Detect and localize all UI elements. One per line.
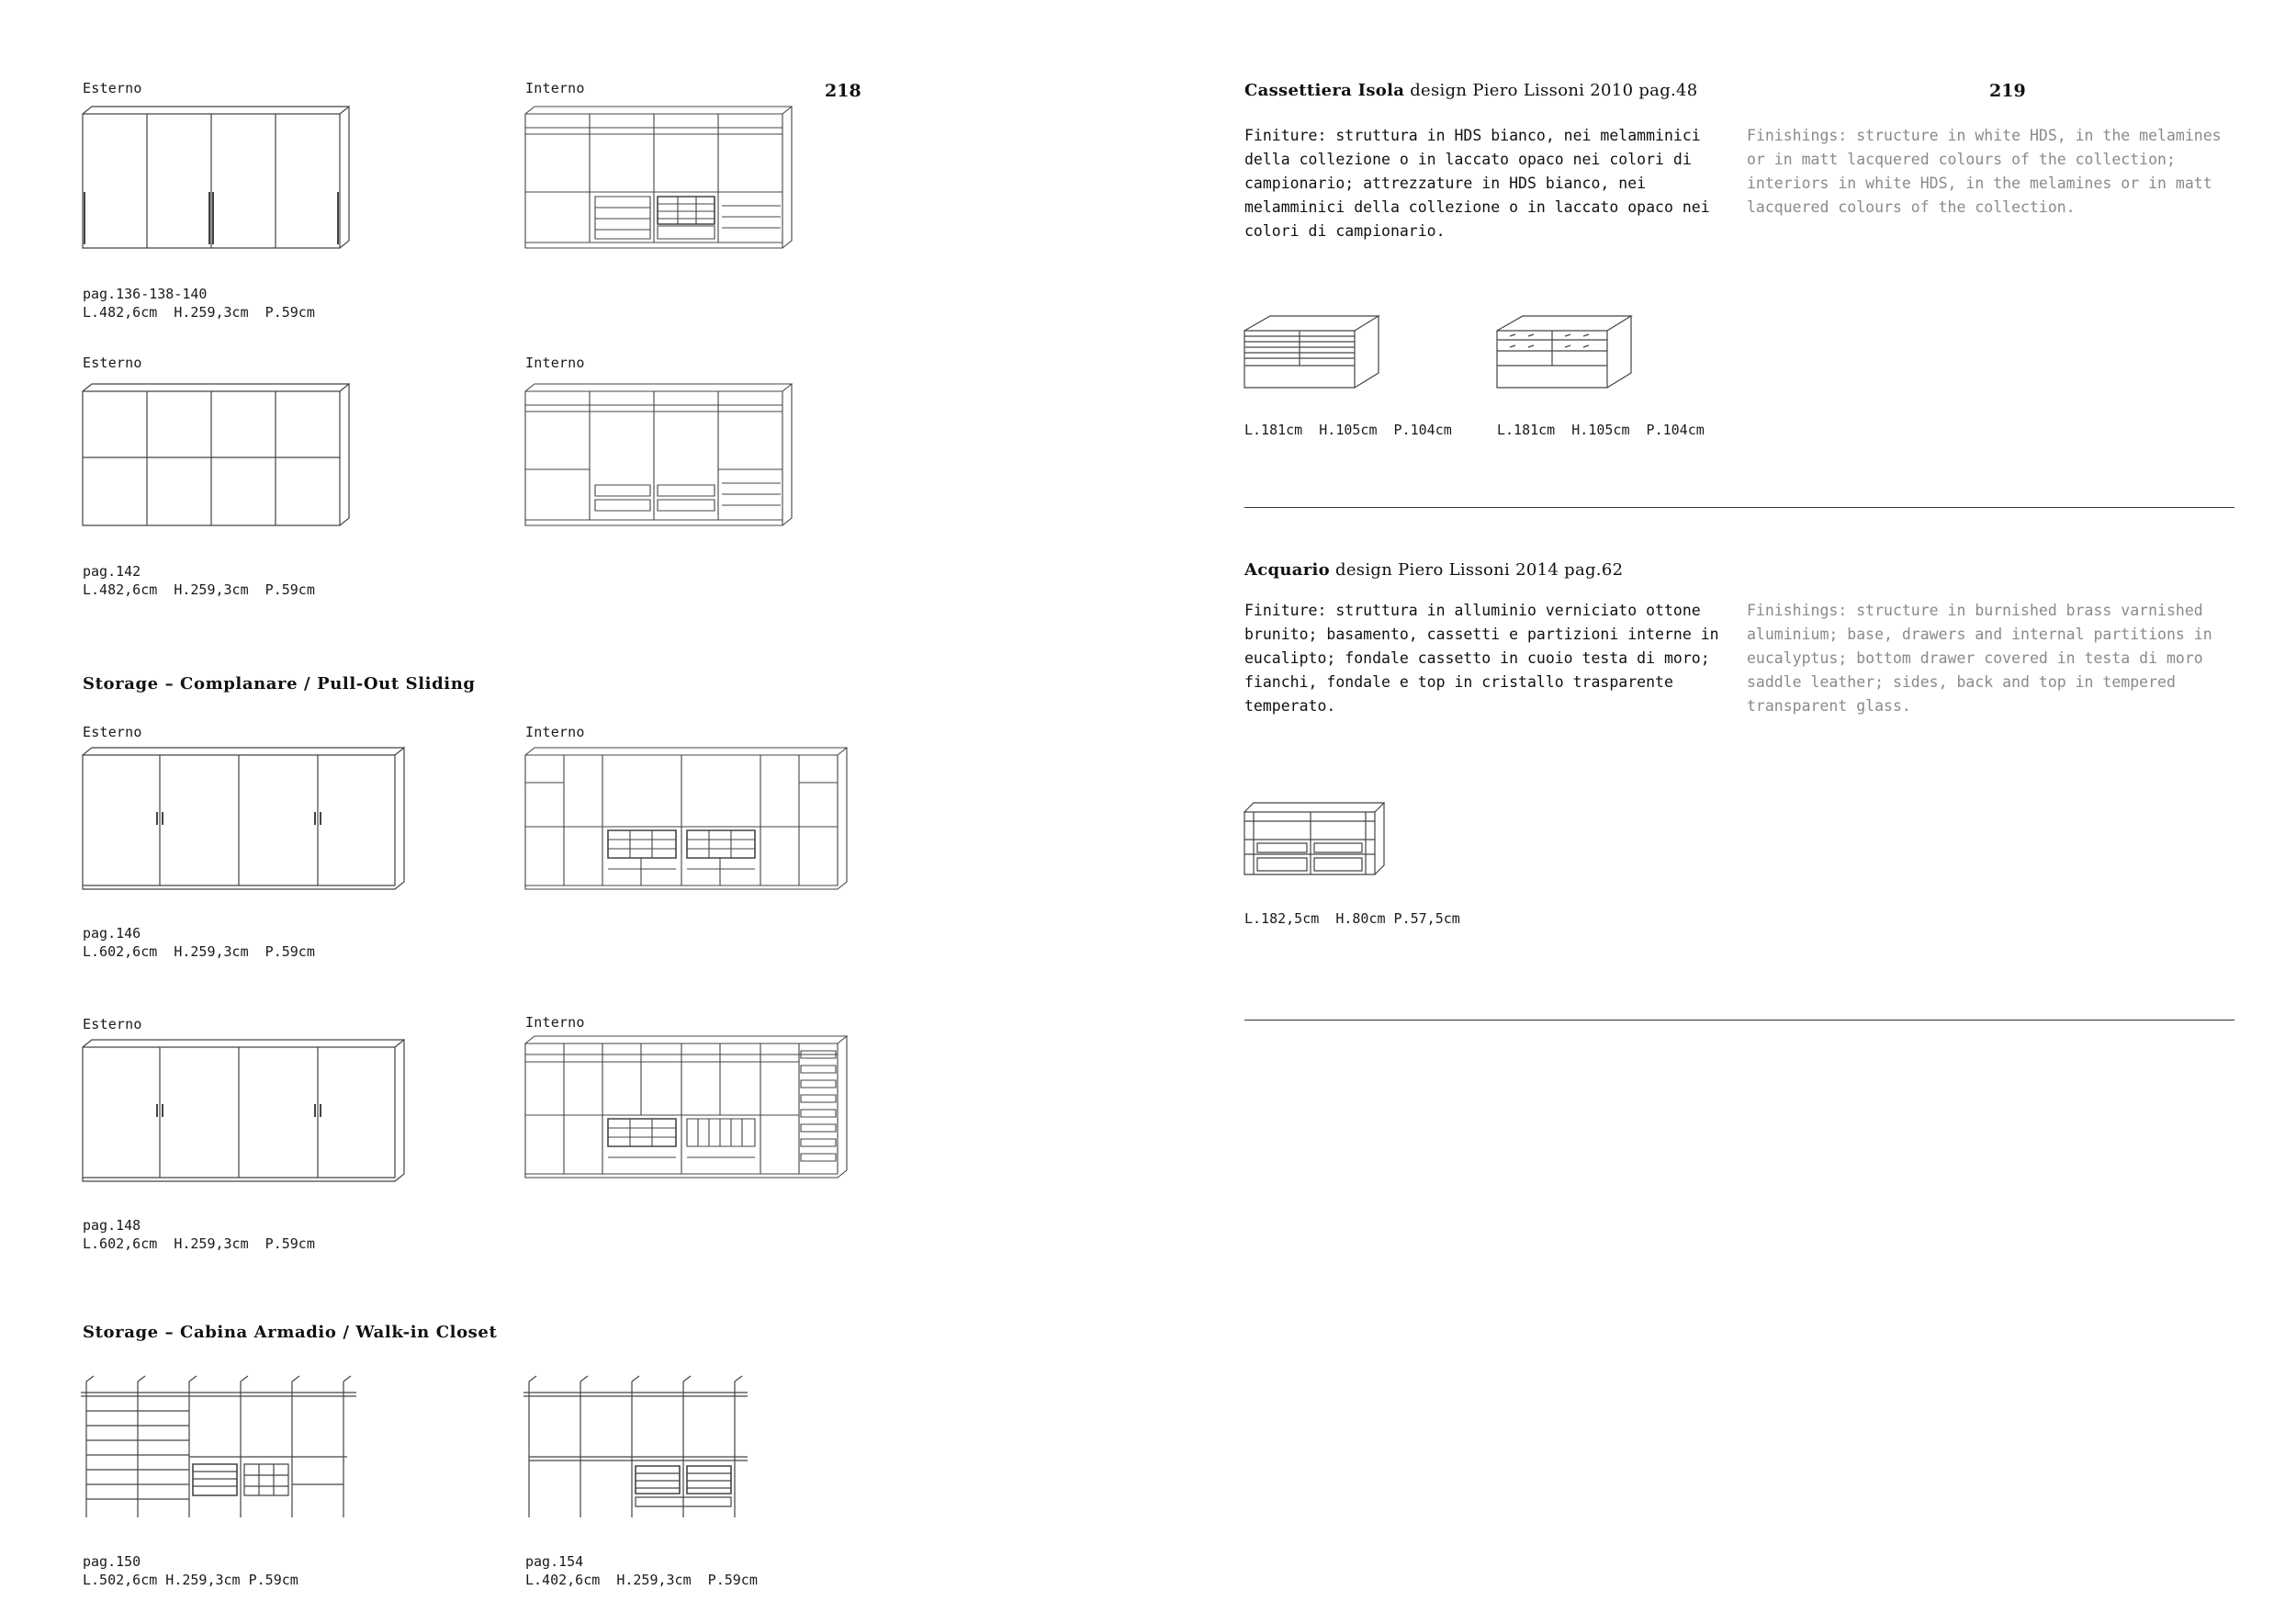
divider <box>1244 507 2234 508</box>
row-3-page-ref: pag.146 <box>83 925 141 942</box>
wardrobe-interior-drawing <box>523 105 799 252</box>
wardrobe-interior-drawing <box>523 382 799 529</box>
row-4-dimensions: L.602,6cm H.259,3cm P.59cm <box>83 1235 315 1252</box>
closet-1-page-ref: pag.150 <box>83 1553 141 1570</box>
sliding-wardrobe-interior-drawing <box>523 1034 854 1181</box>
row-2-dimensions: L.482,6cm H.259,3cm P.59cm <box>83 581 315 598</box>
acquario-dimensions: L.182,5cm H.80cm P.57,5cm <box>1244 910 1460 927</box>
product-description-en: Finishings: structure in white HDS, in the melamines or in matt lacquered colours of the collection; interiors in white HDS, in the melamines or in matt lacquered colours of the collection. <box>1747 127 2222 216</box>
sliding-wardrobe-exterior-drawing <box>81 746 411 893</box>
product-design-credit: design Piero Lissoni 2010 pag.48 <box>1404 81 1698 100</box>
product-description-it: Finiture: struttura in alluminio verniciato ottone brunito; basamento, cassetti e partizioni interne in eucalipto; fondale cassetto in cuoio testa di moro; fianchi, fondale e top in cristallo trasparente temperato. <box>1244 602 1719 715</box>
closet-2-page-ref: pag.154 <box>525 1553 584 1570</box>
label-esterno: Esterno <box>83 355 142 371</box>
label-interno: Interno <box>525 1014 585 1031</box>
label-interno: Interno <box>525 80 585 96</box>
row-1-dimensions: L.482,6cm H.259,3cm P.59cm <box>83 304 315 321</box>
sliding-wardrobe-interior-drawing <box>523 746 854 893</box>
walk-in-closet-drawing-2 <box>523 1374 762 1521</box>
section-title-complanare: Storage – Complanare / Pull-Out Sliding <box>83 674 476 694</box>
product-title-acquario <box>1244 560 1623 580</box>
row-1-page-ref: pag.136-138-140 <box>83 286 208 302</box>
walk-in-closet-drawing-1 <box>81 1374 366 1521</box>
cassettiera-isola-drawing-2 <box>1495 314 1631 391</box>
wardrobe-exterior-drawing <box>81 105 356 252</box>
row-2-page-ref: pag.142 <box>83 563 141 580</box>
closet-2-dimensions: L.402,6cm H.259,3cm P.59cm <box>525 1572 758 1588</box>
cassettiera-isola-dimensions-2: L.181cm H.105cm P.104cm <box>1497 422 1705 438</box>
page-number-right: 219 <box>1989 81 2026 101</box>
product-name: Cassettiera Isola <box>1244 81 1405 100</box>
cassettiera-isola-dimensions-1: L.181cm H.105cm P.104cm <box>1244 422 1452 438</box>
label-esterno: Esterno <box>83 1016 142 1032</box>
label-esterno: Esterno <box>83 80 142 96</box>
wardrobe-exterior-drawing <box>81 382 356 529</box>
closet-1-dimensions: L.502,6cm H.259,3cm P.59cm <box>83 1572 298 1588</box>
label-interno: Interno <box>525 355 585 371</box>
product-description-it: Finiture: struttura in HDS bianco, nei melamminici della collezione o in laccato opaco nei colori di campionario; attrezzature in HDS bianco, nei melamminici della collezione o in laccato opaco nei colori di campionario. <box>1244 127 1710 240</box>
product-description-en: Finishings: structure in burnished brass varnished aluminium; base, drawers and internal partitions in eucalyptus; bottom drawer covered in testa di moro saddle leather; sides, back and top in tempered transparent glass. <box>1747 602 2212 715</box>
label-esterno: Esterno <box>83 724 142 740</box>
row-4-page-ref: pag.148 <box>83 1217 141 1234</box>
row-3-dimensions: L.602,6cm H.259,3cm P.59cm <box>83 943 315 960</box>
label-interno: Interno <box>525 724 585 740</box>
product-design-credit: design Piero Lissoni 2014 pag.62 <box>1330 560 1624 580</box>
section-title-walk-in-closet: Storage – Cabina Armadio / Walk-in Closet <box>83 1323 498 1342</box>
sliding-wardrobe-exterior-drawing <box>81 1038 411 1185</box>
page-number-left: 218 <box>825 81 861 101</box>
acquario-drawing <box>1243 801 1399 878</box>
divider <box>1244 1020 2234 1021</box>
product-name: Acquario <box>1244 560 1330 580</box>
cassettiera-isola-drawing-1 <box>1243 314 1379 391</box>
product-title-cassettiera-isola <box>1244 81 1698 100</box>
